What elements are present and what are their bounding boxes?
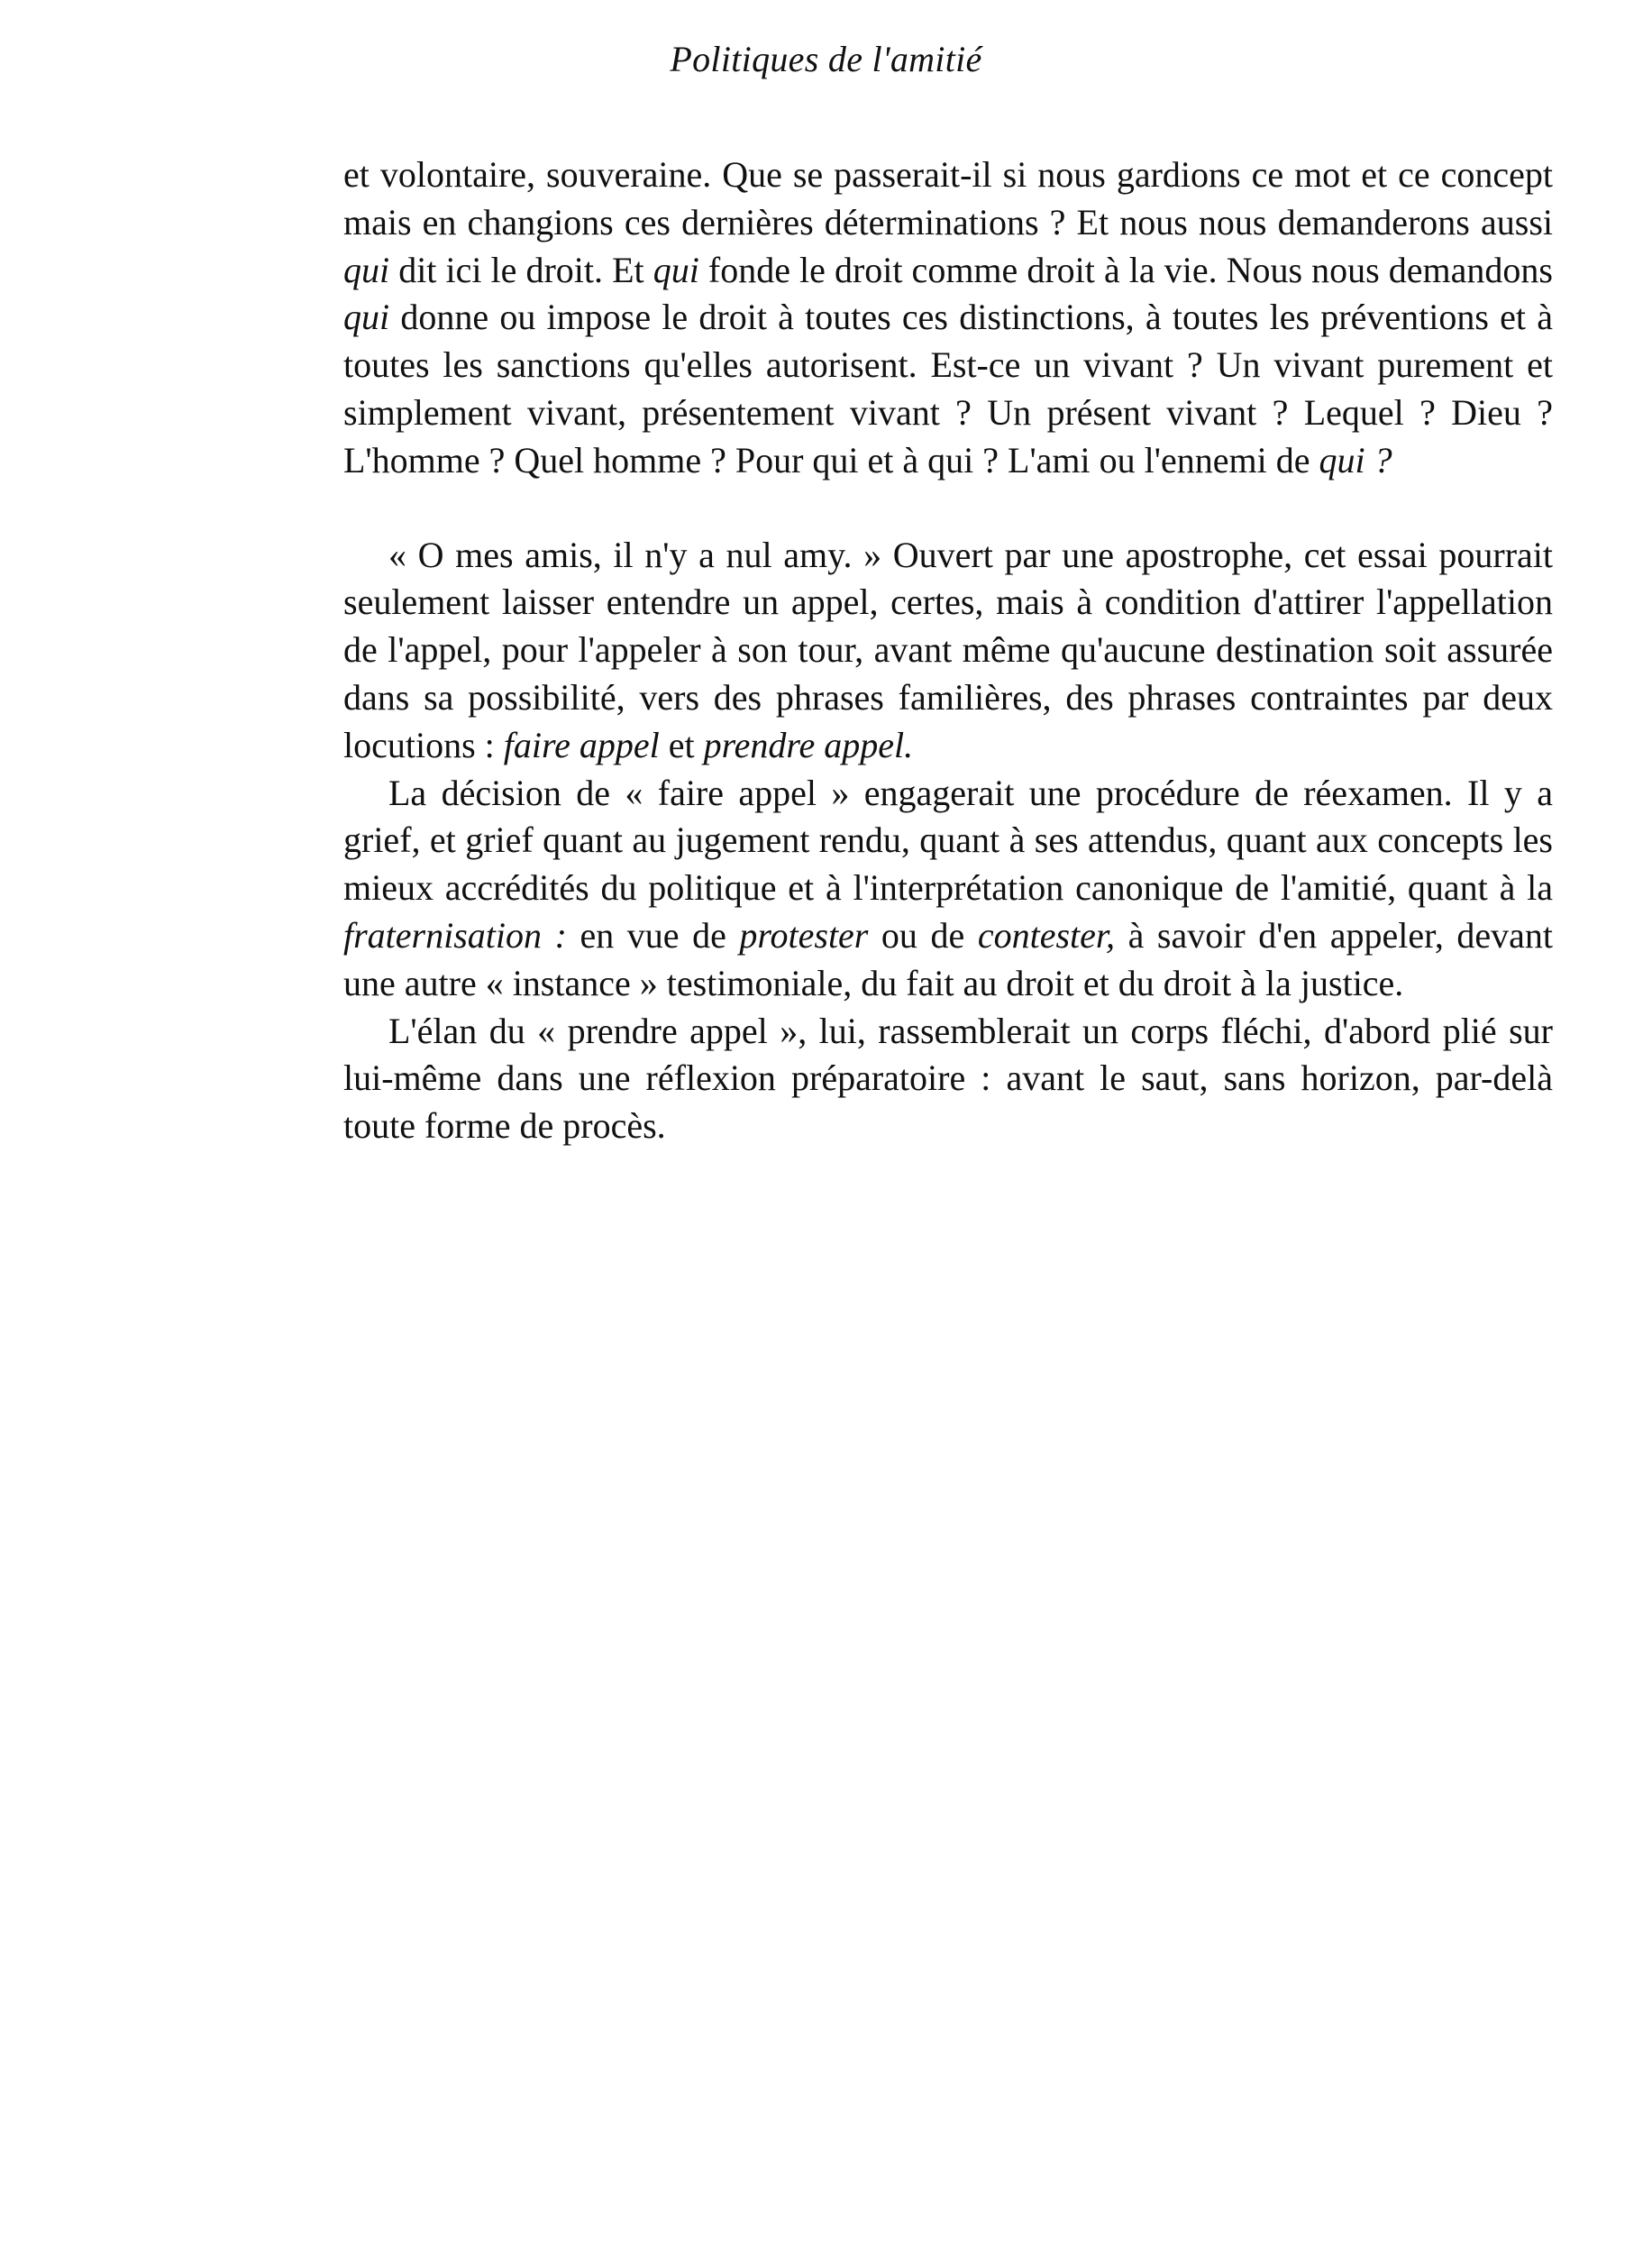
body-text [343,151,1553,1150]
paragraph-prendre-appel: L'élan du « prendre appel », lui, rassemblerait un corps fléchi, d'abord plié sur lui-même dans une réflexion préparatoire : avant le saut, sans horizon, par-delà toute forme de procès. [343,1010,1553,1147]
paragraph-faire-appel: La décision de « faire appel » engagerait une procédure de réexamen. Il y a grief, et grief quant au jugement rendu, quant à ses attendus, quant aux concepts les mieux accrédités du politique et à l'interprétation canonique de l'amitié, quant à la fraternisation : en vue de protester ou de contester, à savoir d'en appeler, devant une autre « instance » testimoniale, du fait au droit et du droit à la justice. [343,772,1554,1003]
running-header: Politiques de l'amitié [670,39,982,79]
paragraph-continuation: et volontaire, souveraine. Que se passerait-il si nous gardions ce mot et ce concept mais en changions ces dernières déterminations ? Et nous nous demanderons aussi qui dit ici le droit. Et qui fonde le droit comme droit à la vie. Nous nous demandons qui donne ou impose le droit à toutes ces distinctions, à toutes les préventions et à toutes les sanctions qu'elles autorisent. Est-ce un vivant ? Un vivant purement et simplement vivant, présentement vivant ? Un présent vivant ? Lequel ? Dieu ? L'homme ? Quel homme ? Pour qui et à qui ? L'ami ou l'ennemi de qui ? [343,154,1553,481]
paragraph-apostrophe: « O mes amis, il n'y a nul amy. » Ouvert par une apostrophe, cet essai pourrait seulement laisser entendre un appel, certes, mais à condition d'attirer l'appellation de l'appel, pour l'appeler à son tour, avant même qu'aucune destination soit assurée dans sa possibilité, vers des phrases familières, des phrases contraintes par deux locutions : faire appel et prendre appel. [343,534,1553,765]
